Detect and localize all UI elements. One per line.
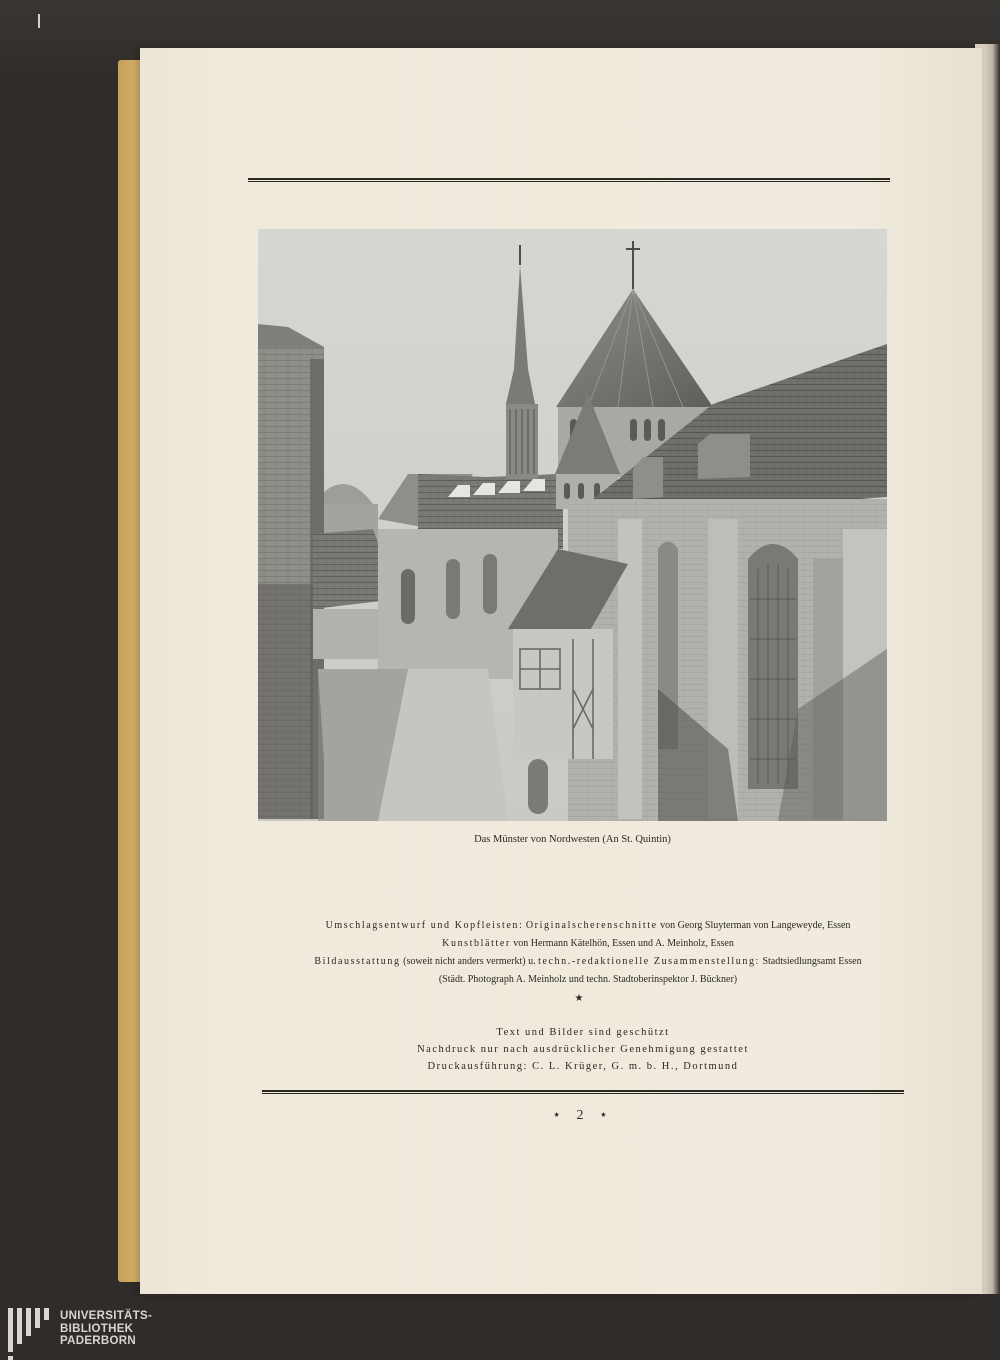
- credits-line-artwork: [258, 935, 918, 953]
- library-name-line3: PADERBORN: [60, 1335, 136, 1347]
- cathedral-photo-illustration: [258, 229, 887, 821]
- copyright-line: Text und Bilder sind geschützt: [496, 1027, 670, 1038]
- credits-value-artwork: von Hermann Kätelhön, Essen und A. Meinholz, Essen: [513, 938, 734, 949]
- production-credits: [258, 917, 918, 989]
- library-logo: [8, 1308, 208, 1360]
- photo-caption: Das Münster von Nordwesten (An St. Quintin): [474, 834, 671, 845]
- scan-corner-mark: [38, 14, 40, 28]
- credits-note-images: (soweit nicht anders vermerkt) u.: [403, 956, 536, 967]
- cathedral-photograph: [258, 229, 887, 821]
- star-separator: ★: [574, 993, 584, 1004]
- copyright-notice: [262, 1024, 904, 1075]
- credits-label-silhouettes: Originalscherenschnitte: [525, 920, 658, 931]
- page-number: ⋆ 2 ⋆: [552, 1108, 614, 1123]
- credits-label-artwork: Kunstblätter: [442, 938, 511, 949]
- credits-label-images: Bildausstattung: [314, 956, 401, 967]
- credits-value-cover: von Georg Sluyterman von Langeweyde, Essen: [660, 920, 851, 931]
- library-name-line1: UNIVERSITÄTS-: [60, 1310, 153, 1322]
- library-bars-icon: [8, 1308, 52, 1360]
- library-name: [60, 1310, 152, 1348]
- top-double-rule: [248, 178, 890, 182]
- credits-label-editorial: techn.-redaktionelle Zusammenstellung:: [538, 956, 760, 967]
- reprint-line: Nachdruck nur nach ausdrücklicher Genehmigung gestattet: [417, 1044, 749, 1055]
- library-name-line2: BIBLIOTHEK: [60, 1322, 134, 1335]
- credits-value-editorial: Stadtsiedlungsamt Essen: [762, 956, 862, 967]
- printer-line: Druckausführung: C. L. Krüger, G. m. b. H., Dortmund: [427, 1061, 739, 1072]
- credits-line-cover: [258, 917, 918, 935]
- credits-line-images: [258, 953, 918, 971]
- bottom-double-rule: [262, 1090, 904, 1094]
- credits-label-cover: Umschlagsentwurf und Kopfleisten:: [325, 920, 524, 931]
- credits-line-photographer: (Städt. Photograph A. Meinholz und techn. Stadtoberinspektor J. Bückner): [438, 974, 738, 985]
